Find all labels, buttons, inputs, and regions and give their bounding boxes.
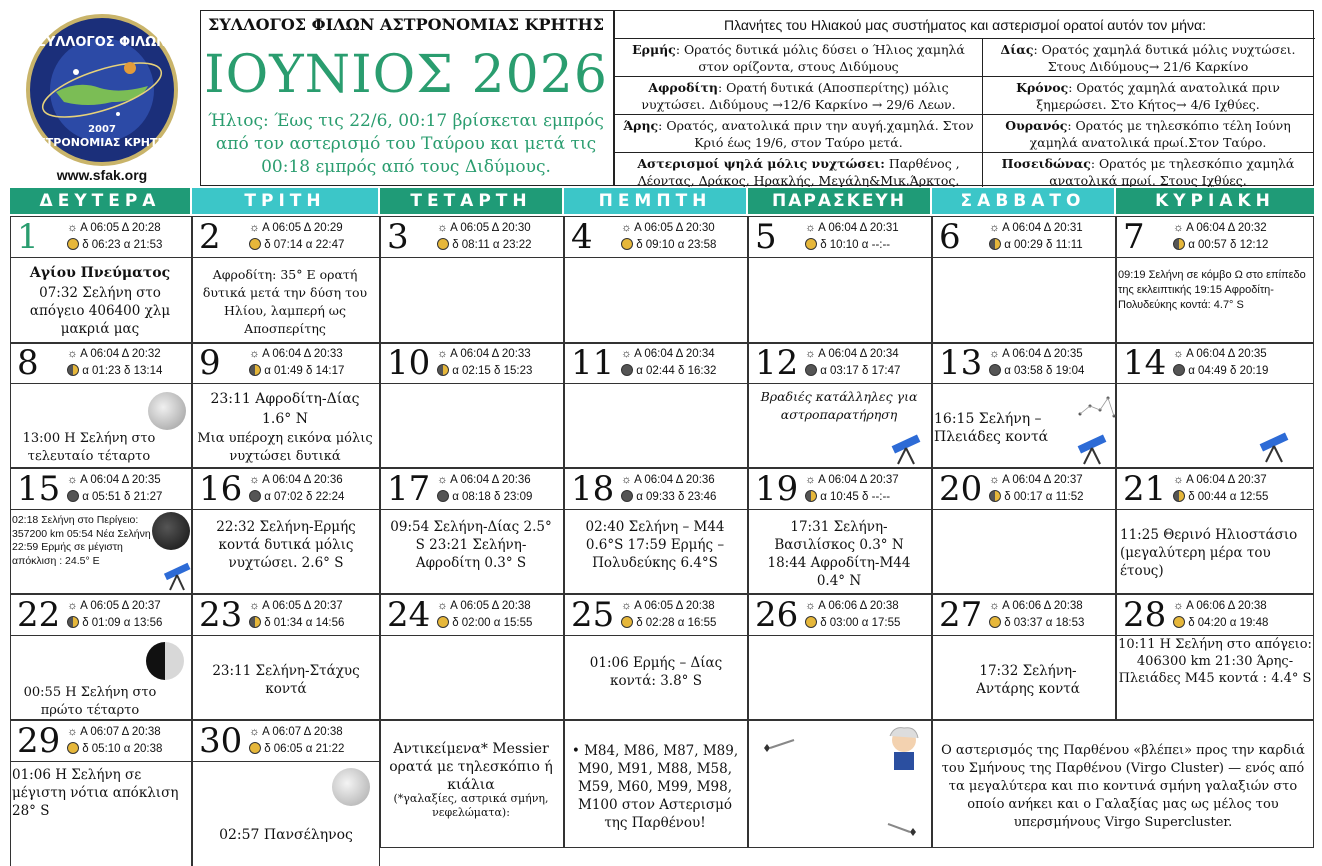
moon-times: α 10:45 δ --:--	[805, 489, 890, 505]
planet-uranus	[983, 115, 1313, 153]
day-cell-19	[748, 468, 932, 510]
sun-times: ☼ Α 06:06 Δ 20:38	[989, 600, 1083, 612]
moon-times: δ 00:17 α 11:52	[989, 489, 1084, 505]
moon-phase-icon	[621, 490, 633, 502]
sun-times: ☼ Α 06:04 Δ 20:34	[621, 348, 715, 360]
day-events-10	[380, 384, 564, 468]
moon-times: α 03:58 δ 19:04	[989, 363, 1084, 379]
planet-mercury	[615, 39, 983, 77]
moon-times: α 00:57 δ 12:12	[1173, 237, 1268, 253]
day-number: 24	[387, 595, 431, 635]
moon-times: α 00:29 δ 11:11	[989, 237, 1083, 253]
moon-phase-icon	[805, 238, 817, 250]
moon-phase-icon	[67, 490, 79, 502]
event-day21: 11:25 Θερινό Ηλιοστάσιο (μεγαλύτερη μέρα του έτους)	[1120, 527, 1298, 579]
day-events-4	[564, 258, 748, 344]
moon-times: α 07:02 δ 22:24	[249, 489, 344, 505]
weekday-friday: ΠΑΡΑΣΚΕΥΗ	[748, 188, 930, 214]
full-moon-icon	[332, 768, 370, 806]
day-number: 30	[199, 721, 243, 761]
planet-jupiter	[983, 39, 1313, 77]
moon-phase-icon	[437, 238, 449, 250]
telescope-icon	[1074, 430, 1110, 466]
sun-times: ☼ Α 06:05 Δ 20:38	[621, 600, 715, 612]
weekday-saturday: ΣΑΒΒΑΤΟ	[932, 188, 1114, 214]
sun-times: ☼ Α 06:04 Δ 20:35	[67, 474, 161, 486]
planets-panel	[614, 10, 1314, 186]
event-day12: Βραδιές κατάλληλες για αστροπαρατήρηση	[760, 389, 918, 422]
day-cell-6	[932, 216, 1116, 258]
moon-times: δ 07:14 α 22:47	[249, 237, 344, 253]
day-number: 27	[939, 595, 983, 635]
moon-times: δ 00:44 α 12:55	[1173, 489, 1268, 505]
sun-times: ☼ Α 06:04 Δ 20:31	[989, 222, 1083, 234]
day-cell-14	[1116, 342, 1314, 384]
telescope-icon	[160, 558, 194, 592]
day-cell-30	[192, 720, 380, 762]
day-events-24	[380, 636, 564, 720]
moon-times: δ 06:05 α 21:22	[249, 741, 344, 757]
day-number: 29	[17, 721, 61, 761]
day-number: 28	[1123, 595, 1167, 635]
moon-phase-icon	[1173, 238, 1185, 250]
sun-times: ☼ Α 06:04 Δ 20:31	[805, 222, 899, 234]
planet-saturn-text: : Ορατός χαμηλά ανατολικά πριν ξημερώσει. Στο Κήτος→ 4/6 Ιχθύες.	[1036, 80, 1280, 112]
moon-times: δ 03:00 α 17:55	[805, 615, 900, 631]
sun-times: ☼ Α 06:04 Δ 20:33	[249, 348, 343, 360]
day-number: 11	[571, 343, 615, 383]
weekday-tuesday: ΤΡΙΤΗ	[192, 188, 378, 214]
event-day9-b: 1.6° N	[262, 411, 308, 427]
sun-times: ☼ Α 06:06 Δ 20:38	[805, 600, 899, 612]
day-cell-9	[192, 342, 380, 384]
planet-mars-text: : Ορατός, ανατολικά πριν την αυγή.χαμηλά. Στον Κριό έως 19/6, στον Ταύρο μετά.	[658, 118, 974, 150]
day-cell-10	[380, 342, 564, 384]
moon-times: δ 04:20 α 19:48	[1173, 615, 1268, 631]
moon-phase-icon	[805, 490, 817, 502]
day-cell-18	[564, 468, 748, 510]
event-day27: 17:32 Σελήνη- Αντάρης κοντά	[976, 663, 1080, 697]
moon-phase-icon	[989, 616, 1001, 628]
sun-times: ☼ Α 06:07 Δ 20:38	[67, 726, 161, 738]
day-number: 20	[939, 469, 983, 509]
day-cell-5	[748, 216, 932, 258]
moon-phase-icon	[437, 364, 449, 376]
day-number: 22	[17, 595, 61, 635]
planet-uranus-name: Ουρανός	[1005, 118, 1068, 133]
day-cell-2	[192, 216, 380, 258]
day-cell-23	[192, 594, 380, 636]
planet-mars	[615, 115, 983, 153]
day-number: 4	[571, 217, 593, 257]
day-cell-8	[10, 342, 192, 384]
messier-list: • Μ84, Μ86, Μ87, Μ89, Μ90, Μ91, Μ88, Μ58, Μ59, Μ60, Μ99, Μ98, Μ100 στον Αστερισμό της Παρθένου!	[571, 743, 739, 831]
moon-phase-icon	[989, 238, 1001, 250]
sun-times: ☼ Α 06:04 Δ 20:35	[1173, 348, 1267, 360]
moon-phase-icon	[249, 742, 261, 754]
planet-mars-name: Άρης	[623, 118, 659, 133]
logo-bottom-text: ΑΣΤΡΟΝΟΜΙΑΣ ΚΡΗΤΗΣ	[29, 136, 175, 149]
event-day28: 10:11 Η Σελήνη στο απόγειο: 406300 km 21:30 Άρης-Πλειάδες Μ45 κοντά : 4.4° S	[1118, 637, 1312, 686]
virgo-cluster-text: Ο αστερισμός της Παρθένου «βλέπει» προς την καρδιά του Σμήνους της Παρθένου (Virgo Cluster) — ενός από τα μεγαλύτερα και πιο κοντινά σμήνη γαλαξιών στο οποίο ανήκει και ο Γαλαξίας μας ως μέλος του υπερσμήνους Virgo Supercluster.	[941, 743, 1305, 830]
moon-phase-icon	[621, 364, 633, 376]
day-number: 9	[199, 343, 221, 383]
day-number: 8	[17, 343, 39, 383]
moon-times: δ 09:10 α 23:58	[621, 237, 716, 253]
logo-url: www.sfak.org	[56, 167, 148, 183]
planet-neptune-name: Ποσειδώνας	[1001, 156, 1091, 171]
moon-times: δ 01:09 α 13:56	[67, 615, 162, 631]
sun-times: ☼ Α 06:05 Δ 20:29	[249, 222, 343, 234]
moon-phase-icon	[989, 490, 1001, 502]
day-number: 1	[17, 217, 39, 257]
day-cell-21	[1116, 468, 1314, 510]
sun-times: ☼ Α 06:05 Δ 20:30	[621, 222, 715, 234]
shooting-star-icon	[884, 822, 924, 840]
moon-phase-icon	[989, 364, 1001, 376]
day-number: 14	[1123, 343, 1167, 383]
day-number: 12	[755, 343, 799, 383]
first-quarter-moon-icon	[146, 642, 184, 680]
constellations-name: Αστερισμοί ψηλά μόλις νυχτώσει:	[637, 156, 885, 171]
day-cell-24	[380, 594, 564, 636]
moon-times: δ 08:11 α 23:22	[437, 237, 532, 253]
constellations	[615, 153, 983, 187]
event-day1-title: Αγίου Πνεύματος	[29, 265, 171, 281]
einstein-cartoon-icon	[884, 726, 924, 772]
planet-venus-text: : Ορατή δυτικά (Αποσπερίτης) μόλις νυχτώσει. Διδύμους →12/6 Καρκίνο → 29/6 Λεων.	[641, 80, 956, 112]
event-day1: 07:32 Σελήνη στο απόγειο 406400 χλμ μακριά μας	[29, 285, 171, 337]
day-cell-27	[932, 594, 1116, 636]
moon-times: α 02:44 δ 16:32	[621, 363, 716, 379]
month-title: ΙΟΥΝΙΟΣ 2026	[204, 45, 608, 105]
weekday-sunday: ΚΥΡΙΑΚΗ	[1116, 188, 1314, 214]
messier-note: (*γαλαξίες, αστρικά σμήνη, νεφελώματα):	[393, 792, 549, 819]
moon-times: α 05:51 δ 21:27	[67, 489, 162, 505]
event-day16: 22:32 Σελήνη-Ερμής κοντά δυτικά μόλις νυχτώσει. 2.6° S	[216, 519, 356, 571]
shooting-star-icon	[758, 738, 798, 756]
sun-times: ☼ Α 06:04 Δ 20:36	[249, 474, 343, 486]
moon-phase-icon	[67, 742, 79, 754]
day-number: 6	[939, 217, 961, 257]
day-number: 26	[755, 595, 799, 635]
day-number: 2	[199, 217, 221, 257]
day-number: 19	[755, 469, 799, 509]
planet-jupiter-text: : Ορατός χαμηλά δυτικά μόλις νυχτώσει. Στους Διδύμους→ 21/6 Καρκίνο	[1033, 42, 1296, 74]
sun-times: ☼ Α 06:07 Δ 20:38	[249, 726, 343, 738]
day-number: 7	[1123, 217, 1145, 257]
event-day9-c: Μια υπέροχη εικόνα μόλις νυχτώσει δυτικά	[197, 431, 373, 464]
day-cell-12	[748, 342, 932, 384]
sun-position-text: Ήλιος: Έως τις 22/6, 00:17 βρίσκεται εμπρός από τον αστερισμό του Ταύρου και μετά τις 00:18 εμπρός από τους Διδύμους.	[208, 111, 604, 177]
day-number: 3	[387, 217, 409, 257]
day-events-3	[380, 258, 564, 344]
event-day25: 01:06 Ερμής – Δίας κοντά: 3.8° S	[589, 655, 723, 689]
moon-times: α 04:49 δ 20:19	[1173, 363, 1268, 379]
day-number: 23	[199, 595, 243, 635]
event-day13: 16:15 Σελήνη – Πλειάδες κοντά	[934, 411, 1049, 445]
moon-times: δ 02:00 α 15:55	[437, 615, 532, 631]
moon-phase-icon	[621, 238, 633, 250]
logo-top-text: ΣΥΛΛΟΓΟΣ ΦΙΛΩΝ	[36, 35, 168, 50]
moon-times: δ 01:34 α 14:56	[249, 615, 344, 631]
moon-phase-icon	[437, 490, 449, 502]
sun-times: ☼ Α 06:04 Δ 20:36	[437, 474, 531, 486]
sun-times: ☼ Α 06:04 Δ 20:37	[805, 474, 899, 486]
moon-phase-icon	[437, 616, 449, 628]
moon-phase-icon	[621, 616, 633, 628]
day-cell-1	[10, 216, 192, 258]
sun-times: ☼ Α 06:04 Δ 20:33	[437, 348, 531, 360]
weekday-wednesday: ΤΕΤΑΡΤΗ	[380, 188, 562, 214]
day-cell-20	[932, 468, 1116, 510]
moon-times: δ 03:37 α 18:53	[989, 615, 1084, 631]
sun-times: ☼ Α 06:05 Δ 20:38	[437, 600, 531, 612]
moon-times: α 01:23 δ 13:14	[67, 363, 162, 379]
day-number: 18	[571, 469, 615, 509]
weekday-monday: ΔΕΥΤΕΡΑ	[10, 188, 190, 214]
moon-times: α 08:18 δ 23:09	[437, 489, 532, 505]
day-events-11	[564, 384, 748, 468]
planet-neptune-text: : Ορατός με τηλεσκόπιο χαμηλά ανατολικά πρωί. Στους Ιχθύες.	[1049, 156, 1295, 187]
club-logo	[8, 10, 196, 186]
pleiades-constellation-icon	[1074, 392, 1120, 424]
moon-phase-icon	[1173, 490, 1185, 502]
event-day9-a: 23:11 Αφροδίτη-Δίας	[210, 391, 360, 407]
moon-times: δ 10:10 α --:--	[805, 237, 890, 253]
event-day19: 17:31 Σελήνη- Βασιλίσκος 0.3° N 18:44 Αφροδίτη-Μ44 0.4° N	[767, 519, 911, 589]
planet-mercury-text: : Ορατός δυτικά μόλις δύσει ο Ήλιος χαμηλά στον ορίζοντα, στους Διδύμους	[675, 42, 965, 74]
day-events-5	[748, 258, 932, 344]
moon-times: δ 02:28 α 16:55	[621, 615, 716, 631]
moon-phase-icon	[249, 490, 261, 502]
sun-times: ☼ Α 06:04 Δ 20:34	[805, 348, 899, 360]
moon-phase-icon	[1173, 616, 1185, 628]
org-name: ΣΥΛΛΟΓΟΣ ΦΙΛΩΝ ΑΣΤΡΟΝΟΜΙΑΣ ΚΡΗΤΗΣ	[208, 15, 604, 34]
planet-saturn-name: Κρόνος	[1016, 80, 1069, 95]
event-day7: 09:19 Σελήνη σε κόμβο Ω στο επίπεδο της εκλειπτικής 19:15 Αφροδίτη-Πολυδεύκης κοντά: 4.7° S	[1118, 269, 1306, 311]
event-day17: 09:54 Σελήνη-Δίας 2.5° S 23:21 Σελήνη-Αφροδίτη 0.3° S	[390, 519, 552, 571]
day-cell-26	[748, 594, 932, 636]
moon-phase-icon	[1173, 364, 1185, 376]
sun-times: ☼ Α 06:04 Δ 20:32	[67, 348, 161, 360]
telescope-icon	[888, 430, 924, 466]
moon-phase-icon	[249, 364, 261, 376]
last-quarter-moon-icon	[148, 392, 186, 430]
moon-times: α 03:17 δ 17:47	[805, 363, 900, 379]
sun-times: ☼ Α 06:05 Δ 20:37	[249, 600, 343, 612]
event-day15: 02:18 Σελήνη στο Περίγειο: 357200 km 05:54 Νέα Σελήνη 22:59 Ερμής σε μέγιστη απόκλιση : 24.5° E	[12, 514, 151, 567]
planet-venus	[615, 77, 983, 115]
day-number: 5	[755, 217, 777, 257]
day-cell-22	[10, 594, 192, 636]
day-cell-4	[564, 216, 748, 258]
moon-times: α 09:33 δ 23:46	[621, 489, 716, 505]
day-cell-3	[380, 216, 564, 258]
moon-phase-icon	[67, 238, 79, 250]
day-cell-11	[564, 342, 748, 384]
day-number: 25	[571, 595, 615, 635]
event-day2: Αφροδίτη: 35° Ε ορατή δυτικά μετά την δύση του Ηλίου, λαμπερή ως Αποσπερίτης	[202, 267, 368, 336]
day-events-6	[932, 258, 1116, 344]
sun-times: ☼ Α 06:06 Δ 20:38	[1173, 600, 1267, 612]
day-number: 13	[939, 343, 983, 383]
moon-phase-icon	[67, 616, 79, 628]
day-events-20	[932, 510, 1116, 594]
constellations-text: Παρθένος , Λέοντας, Δράκος, Ηρακλής, Μεγάλη&Μικ.Άρκτος.	[637, 156, 960, 187]
weekday-thursday: ΠΕΜΠΤΗ	[564, 188, 746, 214]
moon-phase-icon	[805, 364, 817, 376]
day-cell-17	[380, 468, 564, 510]
event-day30: 02:57 Πανσέληνος	[219, 827, 353, 843]
telescope-icon	[1256, 428, 1292, 464]
day-cell-16	[192, 468, 380, 510]
planet-uranus-text: : Ορατός με τηλεσκόπιο τέλη Ιούνη χαμηλά ανατολικά πρωί.Στον Ταύρο.	[1029, 118, 1291, 150]
day-number: 17	[387, 469, 431, 509]
planet-neptune	[983, 153, 1313, 187]
sun-times: ☼ Α 06:04 Δ 20:36	[621, 474, 715, 486]
moon-times: α 02:15 δ 15:23	[437, 363, 532, 379]
event-day8: 13:00 Η Σελήνη στο τελευταίο τέταρτο	[22, 431, 156, 464]
sun-times: ☼ Α 06:04 Δ 20:32	[1173, 222, 1267, 234]
event-day18: 02:40 Σελήνη – Μ44 0.6°S 17:59 Ερμής – Πολυδεύκης 6.4°S	[585, 519, 725, 571]
moon-phase-icon	[67, 364, 79, 376]
planet-saturn	[983, 77, 1313, 115]
moon-times: α 01:49 δ 14:17	[249, 363, 344, 379]
day-cell-29	[10, 720, 192, 762]
day-cell-15	[10, 468, 192, 510]
sun-times: ☼ Α 06:05 Δ 20:28	[67, 222, 161, 234]
event-day29: 01:06 Η Σελήνη σε μέγιστη νότια απόκλιση 28° S	[12, 767, 179, 819]
planet-jupiter-name: Δίας	[1000, 42, 1034, 57]
day-number: 16	[199, 469, 243, 509]
day-cell-28	[1116, 594, 1314, 636]
planets-title: Πλανήτες του Ηλιακού μας συστήματος και αστερισμοί ορατοί αυτόν τον μήνα:	[615, 11, 1315, 39]
day-events-26	[748, 636, 932, 720]
sun-times: ☼ Α 06:05 Δ 20:37	[67, 600, 161, 612]
moon-phase-icon	[805, 616, 817, 628]
sun-times: ☼ Α 06:04 Δ 20:35	[989, 348, 1083, 360]
event-day23: 23:11 Σελήνη-Στάχυς κοντά	[212, 663, 360, 697]
planet-mercury-name: Ερμής	[632, 42, 676, 57]
moon-phase-icon	[249, 616, 261, 628]
sun-times: ☼ Α 06:05 Δ 20:30	[437, 222, 531, 234]
day-cell-13	[932, 342, 1116, 384]
new-moon-icon	[152, 512, 190, 550]
day-cell-25	[564, 594, 748, 636]
moon-times: δ 06:23 α 21:53	[67, 237, 162, 253]
messier-title: Αντικείμενα* Messier ορατά με τηλεσκόπιο ή κιάλια	[389, 741, 553, 793]
day-number: 21	[1123, 469, 1167, 509]
planet-venus-name: Αφροδίτη	[648, 80, 718, 95]
sun-times: ☼ Α 06:04 Δ 20:37	[989, 474, 1083, 486]
sun-times: ☼ Α 06:04 Δ 20:37	[1173, 474, 1267, 486]
day-cell-7	[1116, 216, 1314, 258]
day-number: 10	[387, 343, 431, 383]
day-number: 15	[17, 469, 61, 509]
moon-times: δ 05:10 α 20:38	[67, 741, 162, 757]
logo-year: 2007	[88, 124, 116, 135]
event-day22: 00:55 Η Σελήνη στο πρώτο τέταρτο	[23, 685, 157, 718]
moon-phase-icon	[249, 238, 261, 250]
